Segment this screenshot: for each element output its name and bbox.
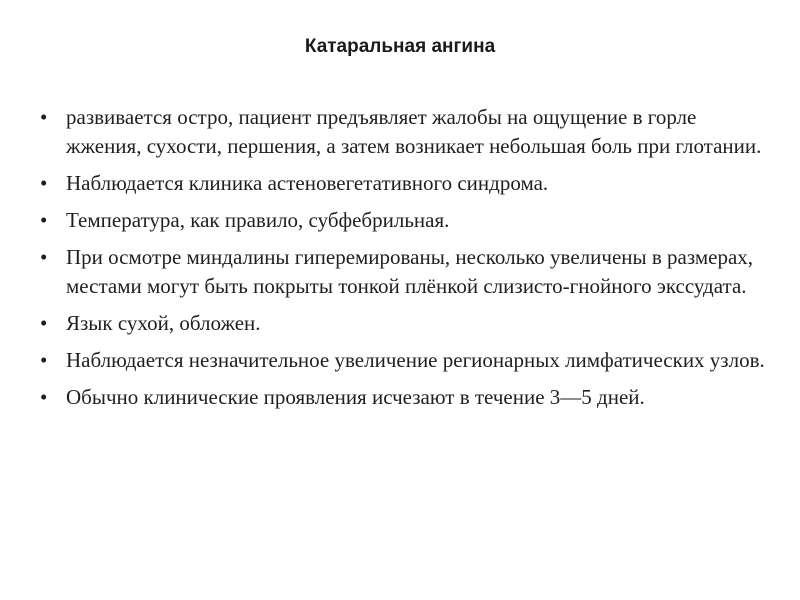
bullet-item xyxy=(38,206,773,235)
bullet-icon: • xyxy=(40,208,48,232)
bullet-icon: • xyxy=(40,105,48,129)
bullet-item xyxy=(38,169,773,198)
bullet-text: Язык сухой, обложен. xyxy=(66,311,261,335)
bullet-item xyxy=(38,383,773,412)
bullet-icon: • xyxy=(40,385,48,409)
bullet-text: Наблюдается незначительное увеличение регионарных лимфатических узлов. xyxy=(66,348,765,372)
bullet-item xyxy=(38,103,773,161)
bullet-text: При осмотре миндалины гиперемированы, несколько увеличены в размерах, местами могут быть покрыты тонкой плёнкой слизисто-гнойного экссудата. xyxy=(66,245,754,298)
bullet-icon: • xyxy=(40,171,48,195)
bullet-item xyxy=(38,243,773,301)
bullet-text: Наблюдается клиника астеновегетативного синдрома. xyxy=(66,171,549,195)
bullet-item xyxy=(38,346,773,375)
bullet-icon: • xyxy=(40,311,48,335)
bullet-list xyxy=(38,103,773,420)
bullet-text: Обычно клинические проявления исчезают в течение 3—5 дней. xyxy=(66,385,645,409)
bullet-icon: • xyxy=(40,348,48,372)
bullet-text: развивается остро, пациент предъявляет жалобы на ощущение в горле жжения, сухости, першения, а затем возникает небольшая боль при глотании. xyxy=(66,105,762,158)
bullet-text: Температура, как правило, субфебрильная. xyxy=(66,208,450,232)
slide-title: Катаральная ангина xyxy=(304,36,496,57)
bullet-icon: • xyxy=(40,245,48,269)
bullet-item xyxy=(38,309,773,338)
